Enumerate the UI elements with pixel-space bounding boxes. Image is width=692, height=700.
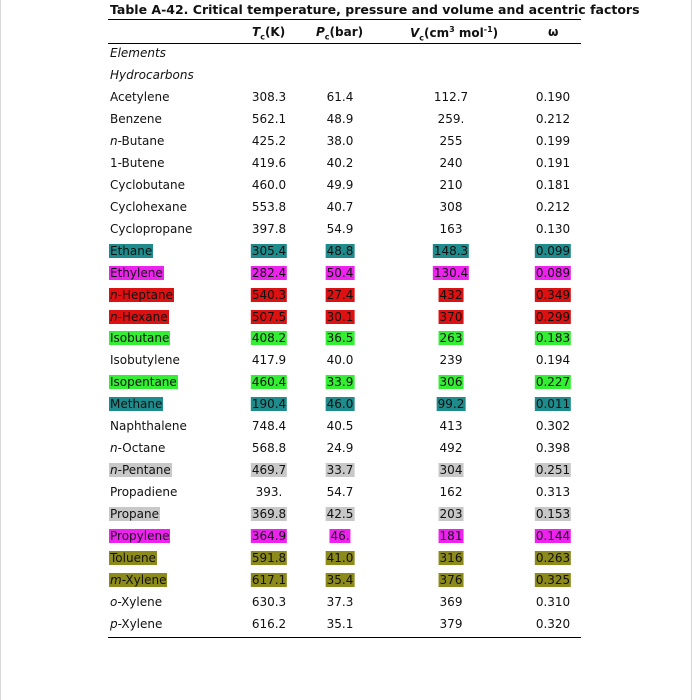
table-row-name [110,156,164,171]
cell-value: 540.3 [251,288,287,302]
cell-value: 40.2 [326,156,354,170]
table-cell-w [535,288,571,303]
cell-value: 617.1 [251,573,287,587]
top-rule [108,19,581,20]
table-cell-w [535,507,571,522]
row-label: Cyclopropane [110,222,193,236]
table-cell-vc [440,419,463,434]
row-label: Cyclohexane [110,200,187,214]
cell-value: 562.1 [251,112,287,126]
table-cell-pc [327,353,354,368]
table-cell-vc [434,90,468,105]
cell-value: 41.0 [326,551,354,565]
row-label: Cyclobutane [110,178,186,192]
table-cell-tc [251,310,287,325]
table-cell-w [536,419,570,434]
cell-value: 35.4 [326,573,354,587]
row-label: Isobutylene [110,353,180,367]
cell-value: 40.0 [326,353,354,367]
cell-value: 112.7 [433,90,469,104]
row-label: o-Xylene [110,595,163,609]
cell-value: 99.2 [437,397,465,411]
bottom-rule [108,637,581,638]
table-cell-vc [439,463,464,478]
cell-value: 568.8 [251,441,287,455]
table-cell-vc [439,288,464,303]
table-cell-pc [326,266,355,281]
table-row-name [110,178,185,193]
row-label: n-Pentane [110,463,171,477]
header-vc: $V_c(cm^3$ mol$^{-1}$) [410,25,499,43]
table-cell-tc [252,419,286,434]
table-cell-w [535,310,571,325]
table-cell-w [535,463,571,478]
table-cell-pc [326,463,355,478]
cell-value: 0.349 [535,288,571,302]
table-row-name [110,573,167,588]
table-cell-pc [327,178,354,193]
cell-value: 0.153 [535,507,571,521]
row-label: m-Xylene [110,573,167,587]
section-elements: Elements [110,46,166,60]
table-cell-w [535,331,571,346]
cell-value: 306 [439,375,463,389]
table-cell-w [536,156,570,171]
cell-value: 148.3 [433,244,469,258]
table-row-name [110,353,180,368]
row-label: Ethane [110,244,153,258]
cell-value: 460.4 [251,375,287,389]
row-label: Isobutane [110,331,170,345]
table-cell-pc [327,485,354,500]
cell-value: 417.9 [251,353,287,367]
table-cell-tc [256,485,283,500]
table-cell-vc [437,397,466,412]
row-label: Propylene [110,529,170,543]
table-row-name [110,134,164,149]
table-cell-pc [327,134,354,149]
table-row-name [110,529,170,544]
header-tc: $T_c(K)$ [252,25,286,42]
table-cell-w [535,551,571,566]
cell-value: 376 [439,573,463,587]
cell-value: 46.0 [326,397,354,411]
table-cell-pc [327,419,354,434]
cell-value: 203 [439,507,463,521]
cell-value: 0.263 [535,551,571,565]
table-cell-w [536,222,570,237]
cell-value: 27.4 [326,288,354,302]
table-row-name [110,331,170,346]
cell-value: 369.8 [251,507,287,521]
cell-value: 0.130 [535,222,571,236]
cell-value: 38.0 [326,134,354,148]
table-cell-tc [252,112,286,127]
cell-value: 616.2 [251,617,287,631]
cell-value: 0.089 [535,266,571,280]
table-cell-vc [439,529,464,544]
cell-value: 460.0 [251,178,287,192]
cell-value: 0.310 [535,595,571,609]
table-cell-tc [252,353,286,368]
row-label: 1-Butene [110,156,165,170]
cell-value: 48.8 [326,244,354,258]
row-label: Toluene [110,551,156,565]
table-cell-pc [326,331,355,346]
table-cell-vc [439,375,464,390]
cell-value: 0.313 [535,485,571,499]
cell-value: 393. [255,485,283,499]
table-cell-tc [251,375,287,390]
cell-value: 748.4 [251,419,287,433]
table-cell-w [536,485,570,500]
cell-value: 163 [439,222,463,236]
table-cell-w [535,266,571,281]
cell-value: 48.9 [326,112,354,126]
cell-value: 304 [439,463,463,477]
header-omega: ω [548,25,559,39]
cell-value: 413 [439,419,463,433]
row-label: n-Hexane [110,310,168,324]
table-cell-tc [252,441,286,456]
header-rule [108,43,581,44]
header-pc: $P_c(bar)$ [316,25,364,42]
cell-value: 37.3 [326,595,354,609]
table-cell-vc [440,222,463,237]
cell-value: 263 [439,331,463,345]
table-cell-w [536,90,570,105]
row-label: n-Octane [110,441,166,455]
table-cell-tc [251,507,287,522]
cell-value: 0.320 [535,617,571,631]
cell-value: 0.194 [535,353,571,367]
cell-value: 0.398 [535,441,571,455]
cell-value: 379 [439,617,463,631]
table-cell-vc [433,244,469,259]
table-row-name [110,266,164,281]
table-cell-pc [326,375,355,390]
table-cell-tc [252,90,286,105]
cell-value: 0.099 [535,244,571,258]
table-cell-w [536,178,570,193]
cell-value: 30.1 [326,310,354,324]
table-cell-w [536,441,570,456]
table-cell-pc [326,397,355,412]
table-cell-pc [327,617,354,632]
cell-value: 308 [439,200,463,214]
table-cell-vc [440,178,463,193]
table-row-name [110,551,157,566]
cell-value: 370 [439,310,463,324]
table-cell-vc [440,617,463,632]
table-row-name [110,595,162,610]
table-cell-w [536,200,570,215]
cell-value: 42.5 [326,507,354,521]
cell-value: 369 [439,595,463,609]
table-cell-pc [327,90,354,105]
table-cell-pc [326,507,355,522]
cell-value: 364.9 [251,529,287,543]
table-cell-vc [440,156,463,171]
table-cell-w [536,353,570,368]
table-row-name [110,375,178,390]
cell-value: 316 [439,551,463,565]
table-row-name [110,222,192,237]
cell-value: 240 [439,156,463,170]
table-cell-tc [251,244,287,259]
cell-value: 425.2 [251,134,287,148]
cell-value: 190.4 [251,397,287,411]
table-cell-tc [251,331,287,346]
table-cell-pc [327,595,354,610]
table-cell-vc [440,595,463,610]
cell-value: 507.5 [251,310,287,324]
cell-value: 305.4 [251,244,287,258]
row-label: Ethylene [110,266,163,280]
table-row-name [110,463,172,478]
table-cell-vc [439,551,464,566]
cell-value: 553.8 [251,200,287,214]
table-cell-tc [252,178,286,193]
table-cell-pc [326,551,355,566]
table-cell-tc [251,551,287,566]
section-hydrocarbons: Hydrocarbons [110,68,194,82]
cell-value: 54.7 [326,485,354,499]
cell-value: 0.144 [535,529,571,543]
table-cell-tc [251,529,287,544]
table-cell-w [535,244,571,259]
table-cell-pc [326,573,355,588]
table-cell-w [535,529,571,544]
table-cell-tc [252,200,286,215]
table-cell-tc [252,222,286,237]
table-row-name [110,200,187,215]
row-label: p-Xylene [110,617,163,631]
table-row-name [110,507,160,522]
table-cell-tc [251,463,287,478]
table-cell-vc [439,573,464,588]
cell-value: 0.199 [535,134,571,148]
cell-value: 0.212 [535,200,571,214]
cell-value: 419.6 [251,156,287,170]
row-label: Benzene [110,112,162,126]
table-row-name [110,397,163,412]
table-cell-tc [252,156,286,171]
table-cell-pc [327,112,354,127]
table-cell-vc [439,507,464,522]
cell-value: 308.3 [251,90,287,104]
cell-value: 33.7 [326,463,354,477]
cell-value: 36.5 [326,331,354,345]
table-row-name [110,288,174,303]
cell-value: 0.183 [535,331,571,345]
cell-value: 50.4 [326,266,354,280]
table-cell-tc [252,595,286,610]
cell-value: 259. [437,112,465,126]
table-cell-tc [251,573,287,588]
cell-value: 492 [439,441,463,455]
table-cell-tc [252,617,286,632]
table-cell-tc [251,288,287,303]
cell-value: 469.7 [251,463,287,477]
table-row-name [110,310,169,325]
table-row-name [110,441,165,456]
cell-value: 0.251 [535,463,571,477]
cell-value: 54.9 [326,222,354,236]
cell-value: 130.4 [433,266,469,280]
table-cell-pc [326,310,355,325]
cell-value: 630.3 [251,595,287,609]
cell-value: 408.2 [251,331,287,345]
table-row-name [110,90,170,105]
table-cell-vc [440,485,463,500]
table-cell-w [536,112,570,127]
table-cell-w [536,134,570,149]
cell-value: 46. [330,529,350,543]
cell-value: 61.4 [326,90,354,104]
table-cell-pc [327,441,354,456]
table-cell-tc [251,397,287,412]
row-label: n-Heptane [110,288,174,302]
cell-value: 591.8 [251,551,287,565]
cell-value: 282.4 [251,266,287,280]
table-cell-vc [439,331,464,346]
cell-value: 40.7 [326,200,354,214]
cell-value: 0.302 [535,419,571,433]
cell-value: 162 [439,485,463,499]
cell-value: 0.181 [535,178,571,192]
table-cell-tc [252,134,286,149]
cell-value: 0.227 [535,375,571,389]
table-cell-vc [440,200,463,215]
row-label: Methane [110,397,163,411]
cell-value: 0.011 [535,397,571,411]
table-title: Table A-42. Critical temperature, pressure and volume and acentric factors [110,2,640,17]
cell-value: 33.9 [326,375,354,389]
cell-value: 239 [439,353,463,367]
cell-value: 397.8 [251,222,287,236]
cell-value: 0.190 [535,90,571,104]
row-label: Naphthalene [110,419,187,433]
table-cell-vc [433,266,469,281]
table-row-name [110,617,162,632]
row-label: n-Butane [110,134,165,148]
row-label: Propadiene [110,485,178,499]
cell-value: 0.299 [535,310,571,324]
table-cell-vc [439,310,464,325]
table-row-name [110,485,177,500]
table-cell-w [535,397,571,412]
cell-value: 0.325 [535,573,571,587]
table-cell-pc [327,222,354,237]
table-row-name [110,419,187,434]
table-row-name [110,112,162,127]
cell-value: 255 [439,134,463,148]
cell-value: 24.9 [326,441,354,455]
table-cell-pc [329,529,350,544]
row-label: Acetylene [110,90,170,104]
table-cell-pc [327,156,354,171]
table-cell-pc [326,288,355,303]
cell-value: 0.212 [535,112,571,126]
table-cell-pc [327,200,354,215]
cell-value: 432 [439,288,463,302]
table-cell-vc [440,134,463,149]
table-cell-w [535,573,571,588]
table-row-name [110,244,153,259]
table-cell-w [536,617,570,632]
cell-value: 0.191 [535,156,571,170]
cell-value: 40.5 [326,419,354,433]
cell-value: 35.1 [326,617,354,631]
table-cell-vc [438,112,465,127]
row-label: Propane [110,507,159,521]
table-cell-pc [326,244,355,259]
row-label: Isopentane [110,375,177,389]
table-cell-w [536,595,570,610]
table-cell-w [535,375,571,390]
table-cell-vc [440,441,463,456]
table-cell-tc [251,266,287,281]
table-cell-vc [440,353,463,368]
cell-value: 210 [439,178,463,192]
cell-value: 181 [439,529,463,543]
cell-value: 49.9 [326,178,354,192]
